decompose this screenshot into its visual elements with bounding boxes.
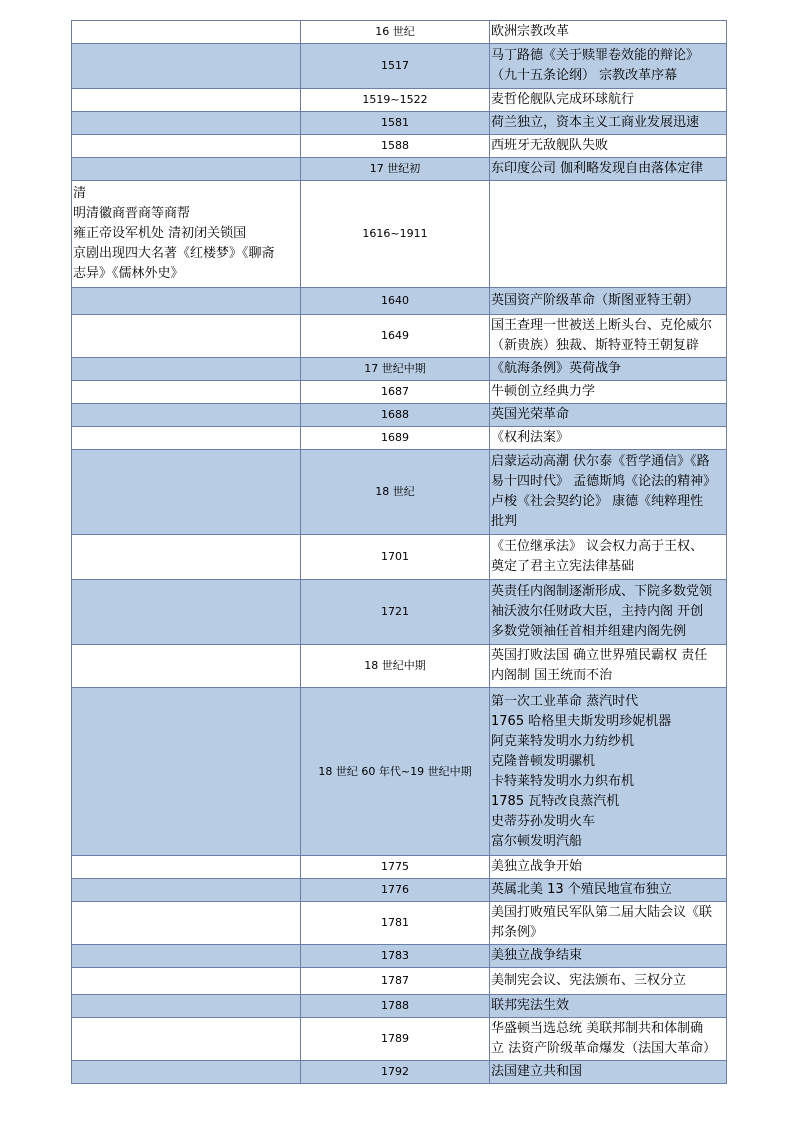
event-line: 麦哲伦舰队完成环球航行 — [491, 92, 635, 107]
table-row — [72, 381, 727, 404]
era-notes-cell — [72, 358, 301, 381]
era-notes-cell — [72, 879, 301, 902]
era-notes-line: 清 — [73, 186, 87, 201]
event-line: 荷兰独立，资本主义工商业发展迅速 — [491, 115, 700, 130]
year-cell: 1776 — [301, 879, 490, 902]
event-line: （新贵族）独裁、斯特亚特王朝复辟 — [491, 338, 700, 353]
event-line: 富尔顿发明汽船 — [491, 833, 583, 849]
event-line: 英国打败法国 确立世界殖民霸权 责任 — [491, 648, 708, 663]
era-notes-cell — [72, 112, 301, 135]
event-line: 美独立战争开始 — [491, 859, 583, 874]
year-cell: 18 世纪 60 年代~19 世纪中期 — [301, 688, 490, 856]
year-cell: 1792 — [301, 1061, 490, 1084]
event-cell — [490, 856, 727, 879]
era-notes-cell — [72, 968, 301, 995]
era-notes-cell — [72, 381, 301, 404]
event-line: 易十四时代》 孟德斯鸠《论法的精神》 — [491, 474, 717, 489]
year-cell: 1687 — [301, 381, 490, 404]
year-cell: 16 世纪 — [301, 21, 490, 44]
year-cell: 17 世纪中期 — [301, 358, 490, 381]
table-row — [72, 404, 727, 427]
era-notes-cell — [72, 21, 301, 44]
event-cell — [490, 427, 727, 450]
event-cell — [490, 879, 727, 902]
event-cell — [490, 535, 727, 580]
era-notes-cell — [72, 645, 301, 688]
event-line: 英国光荣革命 — [491, 407, 570, 422]
table-row — [72, 288, 727, 315]
era-notes-cell — [72, 158, 301, 181]
era-notes-cell — [72, 450, 301, 535]
event-line: 联邦宪法生效 — [491, 998, 570, 1013]
table-row — [72, 181, 727, 288]
event-cell — [490, 1018, 727, 1061]
era-notes-cell — [72, 288, 301, 315]
era-notes-cell — [72, 688, 301, 856]
event-line: 西班牙无敌舰队失败 — [491, 138, 609, 153]
year-cell: 1701 — [301, 535, 490, 580]
table-row — [72, 645, 727, 688]
era-notes-cell — [72, 1018, 301, 1061]
event-line: 《权利法案》 — [491, 430, 570, 445]
event-cell — [490, 968, 727, 995]
event-cell — [490, 135, 727, 158]
era-notes-cell — [72, 44, 301, 89]
event-line: 英国资产阶级革命（斯图亚特王朝） — [491, 293, 700, 308]
event-line: 克隆普顿发明骡机 — [491, 753, 596, 769]
table-row — [72, 879, 727, 902]
event-cell — [490, 645, 727, 688]
event-cell — [490, 995, 727, 1018]
event-line: 1765 哈格里夫斯发明珍妮机器 — [491, 713, 672, 729]
event-line: 东印度公司 伽利略发现自由落体定律 — [491, 161, 704, 176]
table-row — [72, 135, 727, 158]
year-cell: 1517 — [301, 44, 490, 89]
event-line: 美国打败殖民军队第二届大陆会议《联 — [491, 905, 713, 920]
event-cell — [490, 1061, 727, 1084]
table-row — [72, 945, 727, 968]
table-row — [72, 535, 727, 580]
era-notes-cell — [72, 995, 301, 1018]
table-row — [72, 112, 727, 135]
year-cell: 1775 — [301, 856, 490, 879]
event-line: 启蒙运动高潮 伏尔泰《哲学通信》《路 — [491, 454, 710, 469]
table-row — [72, 968, 727, 995]
event-line: 欧洲宗教改革 — [491, 24, 570, 39]
era-notes-cell — [72, 135, 301, 158]
table-row — [72, 1018, 727, 1061]
event-line: 国王查理一世被送上断头台、克伦威尔 — [491, 318, 713, 333]
event-line: 美制宪会议、宪法颁布、三权分立 — [491, 973, 687, 988]
event-cell — [490, 404, 727, 427]
table-row — [72, 450, 727, 535]
year-cell: 18 世纪中期 — [301, 645, 490, 688]
event-line: 阿克莱特发明水力纺纱机 — [491, 733, 635, 749]
event-cell — [490, 381, 727, 404]
event-line: 奠定了君主立宪法律基础 — [491, 559, 635, 574]
event-cell — [490, 21, 727, 44]
year-cell: 1649 — [301, 315, 490, 358]
year-cell: 17 世纪初 — [301, 158, 490, 181]
event-line: 批判 — [491, 514, 518, 529]
era-notes-cell — [72, 945, 301, 968]
year-cell: 1789 — [301, 1018, 490, 1061]
event-cell — [490, 112, 727, 135]
table-row — [72, 427, 727, 450]
era-notes-cell — [72, 404, 301, 427]
timeline-table-body — [72, 21, 727, 1084]
event-line: 英属北美 13 个殖民地宣布独立 — [491, 882, 672, 897]
year-cell: 1581 — [301, 112, 490, 135]
year-cell: 18 世纪 — [301, 450, 490, 535]
table-row — [72, 688, 727, 856]
event-line: 邦条例》 — [491, 925, 544, 940]
event-line: 英责任内阁制逐渐形成、下院多数党领 — [491, 584, 713, 599]
table-row — [72, 995, 727, 1018]
table-row — [72, 856, 727, 879]
event-line: 史蒂芬孙发明火车 — [491, 813, 596, 829]
era-notes-line: 志异》《儒林外史》 — [73, 266, 184, 281]
era-notes-cell — [72, 427, 301, 450]
era-notes-line: 雍正帝设军机处 清初闭关锁国 — [73, 226, 247, 241]
table-row — [72, 158, 727, 181]
event-cell — [490, 181, 727, 288]
year-cell: 1616~1911 — [301, 181, 490, 288]
era-notes-cell — [72, 181, 301, 288]
year-cell: 1781 — [301, 902, 490, 945]
event-line: 1785 瓦特改良蒸汽机 — [491, 793, 620, 809]
table-row — [72, 89, 727, 112]
year-cell: 1783 — [301, 945, 490, 968]
era-notes-line: 京剧出现四大名著《红楼梦》《聊斋 — [73, 246, 275, 261]
event-cell — [490, 358, 727, 381]
event-line: 第一次工业革命 蒸汽时代 — [491, 693, 639, 709]
year-cell: 1788 — [301, 995, 490, 1018]
year-cell: 1787 — [301, 968, 490, 995]
event-cell — [490, 158, 727, 181]
era-notes-cell — [72, 856, 301, 879]
era-notes-cell — [72, 535, 301, 580]
table-row — [72, 358, 727, 381]
event-cell — [490, 902, 727, 945]
event-cell — [490, 580, 727, 645]
year-cell: 1640 — [301, 288, 490, 315]
event-line: 多数党领袖任首相并组建内阁先例 — [491, 624, 687, 639]
event-line: 法国建立共和国 — [491, 1064, 583, 1079]
era-notes-cell — [72, 315, 301, 358]
era-notes-cell — [72, 89, 301, 112]
year-cell: 1588 — [301, 135, 490, 158]
event-line: 马丁路德《关于赎罪卷效能的辩论》 — [491, 48, 700, 63]
event-line: 卡特莱特发明水力织布机 — [491, 773, 635, 789]
event-line: 立 法资产阶级革命爆发（法国大革命） — [491, 1041, 717, 1056]
event-cell — [490, 89, 727, 112]
event-cell — [490, 688, 727, 856]
event-cell — [490, 450, 727, 535]
year-cell: 1688 — [301, 404, 490, 427]
event-line: 袖沃波尔任财政大臣，主持内阁 开创 — [491, 604, 704, 619]
event-line: 华盛顿当选总统 美联邦制共和体制确 — [491, 1021, 704, 1036]
table-row — [72, 315, 727, 358]
event-line: 《王位继承法》 议会权力高于王权、 — [491, 539, 704, 554]
table-row — [72, 902, 727, 945]
timeline-table — [71, 20, 727, 1084]
event-line: 《航海条例》英荷战争 — [491, 361, 622, 376]
event-line: 卢梭《社会契约论》 康德《纯粹理性 — [491, 494, 704, 509]
event-cell — [490, 945, 727, 968]
event-cell — [490, 315, 727, 358]
event-cell — [490, 44, 727, 89]
year-cell: 1721 — [301, 580, 490, 645]
era-notes-line: 明清徽商晋商等商帮 — [73, 206, 191, 221]
era-notes-cell — [72, 1061, 301, 1084]
year-cell: 1689 — [301, 427, 490, 450]
event-line: 美独立战争结束 — [491, 948, 583, 963]
table-row — [72, 580, 727, 645]
event-cell — [490, 288, 727, 315]
table-row — [72, 21, 727, 44]
table-row — [72, 1061, 727, 1084]
era-notes-cell — [72, 902, 301, 945]
event-line: 牛顿创立经典力学 — [491, 384, 596, 399]
event-line: （九十五条论纲） 宗教改革序幕 — [491, 68, 678, 83]
event-line: 内阁制 国王统而不治 — [491, 668, 613, 683]
era-notes-cell — [72, 580, 301, 645]
table-row — [72, 44, 727, 89]
year-cell: 1519~1522 — [301, 89, 490, 112]
